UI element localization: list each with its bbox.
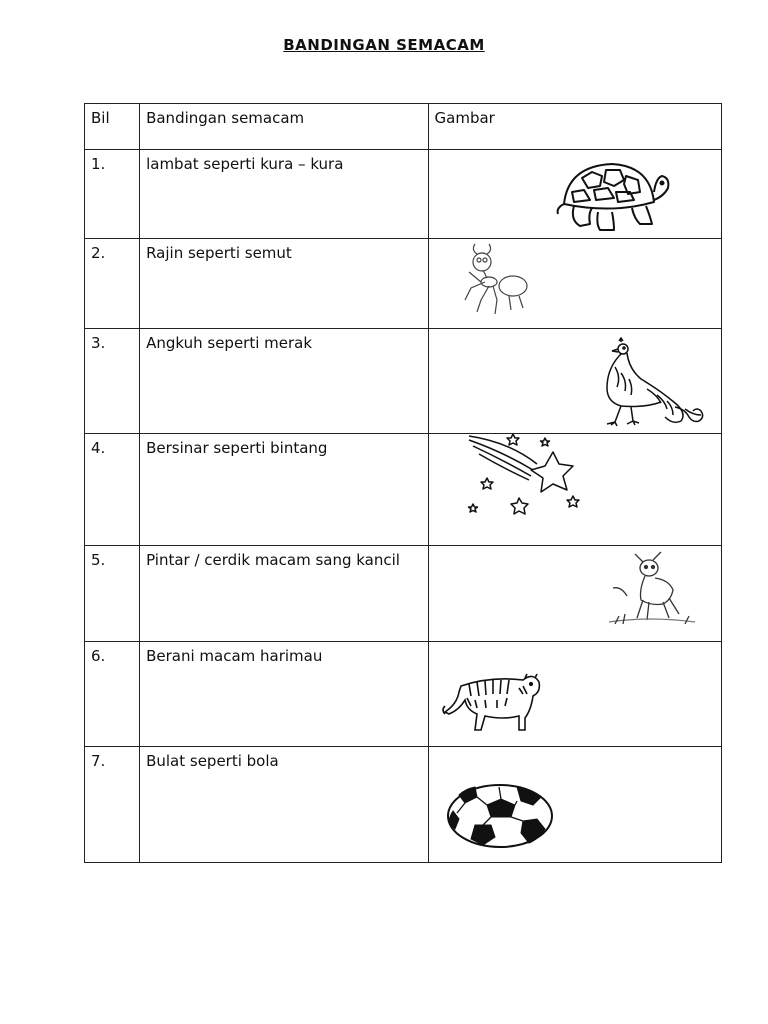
row-number: 1. [85,150,140,239]
table-row [85,329,722,434]
header-bandingan: Bandingan semacam [140,104,428,150]
row-number: 5. [85,546,140,642]
row-image-cell [428,434,721,546]
row-text: Berani macam harimau [140,642,428,747]
ant-icon [461,242,533,322]
row-number: 4. [85,434,140,546]
table-row [85,150,722,239]
row-text: lambat seperti kura – kura [140,150,428,239]
row-number: 3. [85,329,140,434]
row-text: Bulat seperti bola [140,747,428,863]
row-image-cell [428,747,721,863]
turtle-icon [554,156,672,236]
page-title: BANDINGAN SEMACAM [283,36,485,54]
row-image-cell [428,642,721,747]
mousedeer-icon [605,550,701,632]
row-number: 6. [85,642,140,747]
row-text: Rajin seperti semut [140,239,428,329]
row-image-cell [428,546,721,642]
comparison-table [84,103,722,863]
table-row [85,642,722,747]
table-row [85,239,722,329]
row-image-cell [428,329,721,434]
stars-icon [465,434,587,518]
soccer-ball-icon [445,781,555,851]
tiger-icon [439,668,543,734]
peacock-icon [597,337,711,429]
row-image-cell [428,150,721,239]
table-row [85,434,722,546]
row-number: 7. [85,747,140,863]
table-row [85,747,722,863]
table-row [85,546,722,642]
row-number: 2. [85,239,140,329]
row-text: Angkuh seperti merak [140,329,428,434]
header-bil: Bil [85,104,140,150]
header-gambar: Gambar [428,104,721,150]
row-text: Bersinar seperti bintang [140,434,428,546]
row-text: Pintar / cerdik macam sang kancil [140,546,428,642]
row-image-cell [428,239,721,329]
table-header-row [85,104,722,150]
